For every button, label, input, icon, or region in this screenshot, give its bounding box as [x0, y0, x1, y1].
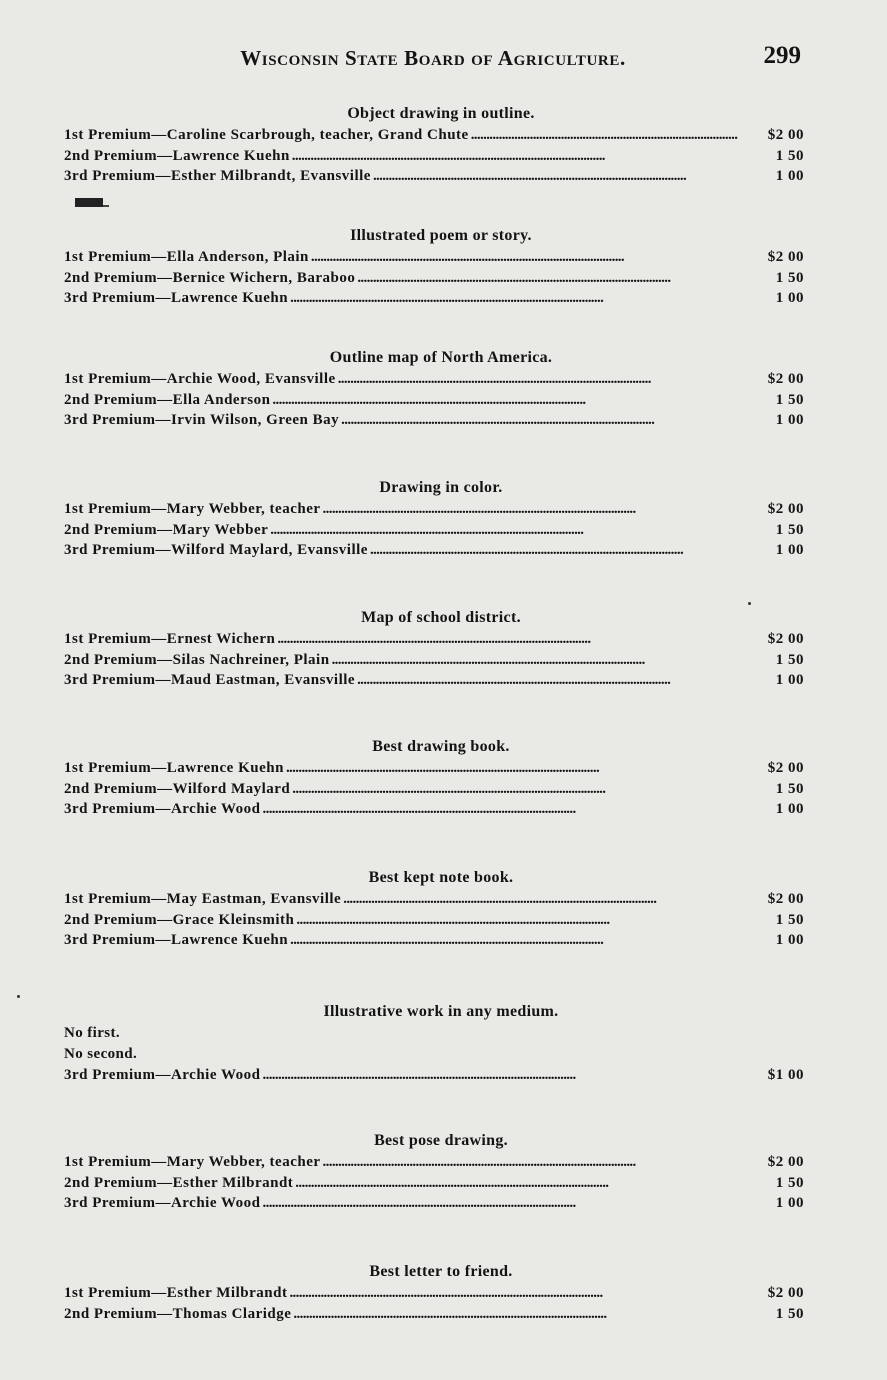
premium-amount: 1 00	[775, 801, 804, 817]
premium-row	[64, 650, 804, 671]
premium-amount: 1 50	[775, 269, 804, 286]
dot-leader	[290, 288, 738, 309]
premium-amount: $1 00	[767, 1067, 804, 1083]
section-title: Best kept note book.	[368, 869, 514, 886]
dot-leader	[270, 520, 738, 541]
dot-leader	[263, 799, 739, 820]
premium-row	[64, 758, 804, 779]
section-title: Best drawing book.	[372, 738, 510, 755]
premium-amount: 1 00	[775, 412, 804, 428]
premium-row	[64, 268, 804, 289]
premium-row	[64, 670, 804, 691]
award-section	[64, 478, 804, 561]
premium-row	[64, 288, 804, 309]
premium-entry: 3rd Premium—Lawrence Kuehn	[64, 290, 289, 306]
dot-leader	[343, 889, 738, 910]
premium-row	[64, 146, 804, 167]
section-note: No second.	[64, 1046, 138, 1062]
premium-amount: $2 00	[767, 127, 804, 143]
premium-row	[64, 540, 804, 561]
premium-entry: 1st Premium—Mary Webber, teacher	[64, 501, 321, 517]
premium-amount: 1 50	[775, 391, 804, 408]
premium-entry: 2nd Premium—Grace Kleinsmith	[64, 911, 295, 928]
premium-amount: 1 00	[775, 542, 804, 558]
premium-row	[64, 125, 804, 146]
premium-entry: 3rd Premium—Irvin Wilson, Green Bay	[64, 412, 340, 428]
premium-amount: 1 50	[775, 521, 804, 538]
dot-leader	[323, 499, 738, 520]
premium-entry: 2nd Premium—Bernice Wichern, Baraboo	[64, 269, 356, 286]
premium-row	[64, 390, 804, 411]
premium-amount: $2 00	[767, 760, 804, 776]
section-note: No first.	[64, 1025, 121, 1041]
premium-entry: 1st Premium—May Eastman, Evansville	[64, 891, 342, 907]
premium-entry: 1st Premium—Caroline Scarbrough, teacher, Grand Chute	[64, 127, 469, 143]
section-title: Best letter to friend.	[369, 1263, 513, 1280]
dot-leader	[286, 758, 738, 779]
premium-amount: 1 00	[775, 672, 804, 688]
premium-entry: 3rd Premium—Esther Milbrandt, Evansville	[64, 168, 371, 184]
page-number: 299	[763, 42, 801, 69]
award-section	[64, 348, 804, 431]
premium-row	[64, 520, 804, 541]
premium-row	[64, 247, 804, 268]
dot-leader	[370, 540, 738, 561]
dot-leader	[263, 1193, 739, 1214]
premium-entry: 3rd Premium—Maud Eastman, Evansville	[64, 672, 356, 688]
dot-leader	[332, 650, 738, 671]
premium-row	[64, 1065, 804, 1086]
premium-entry: 2nd Premium—Mary Webber	[64, 521, 269, 538]
premium-entry: 2nd Premium—Silas Nachreiner, Plain	[64, 651, 330, 668]
section-title: Drawing in color.	[379, 479, 503, 496]
dot-leader	[272, 390, 738, 411]
premium-entry: 2nd Premium—Wilford Maylard	[64, 780, 291, 797]
premium-row	[64, 1193, 804, 1214]
premium-amount: 1 00	[775, 932, 804, 948]
premium-entry: 1st Premium—Archie Wood, Evansville	[64, 371, 336, 387]
premium-amount: 1 00	[775, 1195, 804, 1211]
premium-row	[64, 410, 804, 431]
premium-row	[64, 499, 804, 520]
premium-row	[64, 629, 804, 650]
dot-leader	[295, 1173, 738, 1194]
premium-entry: 3rd Premium—Archie Wood	[64, 1067, 261, 1083]
premium-row	[64, 910, 804, 931]
premium-amount: 1 00	[775, 290, 804, 306]
premium-amount: 1 50	[775, 780, 804, 797]
premium-amount: $2 00	[767, 371, 804, 387]
dot-leader	[293, 1304, 738, 1325]
dot-leader	[471, 125, 738, 146]
premium-entry: 1st Premium—Lawrence Kuehn	[64, 760, 284, 776]
premium-entry: 3rd Premium—Archie Wood	[64, 801, 261, 817]
premium-amount: 1 00	[775, 168, 804, 184]
section-title: Object drawing in outline.	[347, 105, 535, 122]
premium-entry: 1st Premium—Ella Anderson, Plain	[64, 249, 309, 265]
premium-row	[64, 779, 804, 800]
premium-entry: 2nd Premium—Thomas Claridge	[64, 1305, 292, 1322]
dot-leader	[357, 268, 738, 289]
dot-leader	[338, 369, 738, 390]
award-section	[64, 226, 804, 309]
premium-amount: 1 50	[775, 651, 804, 668]
dot-leader	[290, 930, 738, 951]
dot-leader	[292, 146, 738, 167]
dot-leader	[289, 1283, 738, 1304]
award-section	[64, 1002, 804, 1086]
award-section	[64, 1131, 804, 1214]
ink-speck	[748, 602, 751, 605]
premium-amount: 1 50	[775, 1305, 804, 1322]
premium-entry: 2nd Premium—Ella Anderson	[64, 391, 271, 408]
premium-entry: 1st Premium—Ernest Wichern	[64, 631, 276, 647]
running-title: Wisconsin State Board of Agriculture.	[240, 46, 626, 70]
premium-entry: 3rd Premium—Lawrence Kuehn	[64, 932, 289, 948]
award-section	[64, 104, 804, 187]
ink-speck	[17, 995, 20, 998]
premium-entry: 2nd Premium—Esther Milbrandt	[64, 1174, 294, 1191]
premium-row	[64, 930, 804, 951]
premium-row	[64, 1304, 804, 1325]
premium-row	[64, 369, 804, 390]
premium-row	[64, 1173, 804, 1194]
premium-amount: $2 00	[767, 1154, 804, 1170]
premium-entry: 1st Premium—Mary Webber, teacher	[64, 1154, 321, 1170]
section-title: Illustrated poem or story.	[350, 227, 532, 244]
premium-entry: 3rd Premium—Wilford Maylard, Evansville	[64, 542, 368, 558]
section-title: Map of school district.	[361, 609, 521, 626]
section-title: Best pose drawing.	[374, 1132, 508, 1149]
premium-amount: $2 00	[767, 631, 804, 647]
premium-amount: 1 50	[775, 1174, 804, 1191]
dot-leader	[263, 1065, 739, 1086]
premium-amount: $2 00	[767, 249, 804, 265]
ink-blot	[74, 196, 110, 210]
dot-leader	[341, 410, 738, 431]
award-section	[64, 737, 804, 820]
premium-entry: 1st Premium—Esther Milbrandt	[64, 1285, 288, 1301]
award-section	[64, 1262, 804, 1324]
premium-amount: $2 00	[767, 1285, 804, 1301]
dot-leader	[277, 629, 738, 650]
section-title: Outline map of North America.	[329, 349, 553, 366]
premium-amount: $2 00	[767, 891, 804, 907]
dot-leader	[323, 1152, 738, 1173]
dot-leader	[296, 910, 738, 931]
dot-leader	[311, 247, 738, 268]
premium-row	[64, 1152, 804, 1173]
premium-row	[64, 1283, 804, 1304]
dot-leader	[373, 166, 738, 187]
premium-amount: 1 50	[775, 911, 804, 928]
section-title: Illustrative work in any medium.	[323, 1003, 559, 1020]
premium-row	[64, 889, 804, 910]
dot-leader	[357, 670, 738, 691]
premium-row	[64, 799, 804, 820]
premium-entry: 2nd Premium—Lawrence Kuehn	[64, 147, 290, 164]
award-section	[64, 868, 804, 951]
premium-amount: $2 00	[767, 501, 804, 517]
premium-row	[64, 166, 804, 187]
premium-amount: 1 50	[775, 147, 804, 164]
page-header	[0, 42, 887, 76]
dot-leader	[292, 779, 738, 800]
award-section	[64, 608, 804, 691]
premium-entry: 3rd Premium—Archie Wood	[64, 1195, 261, 1211]
